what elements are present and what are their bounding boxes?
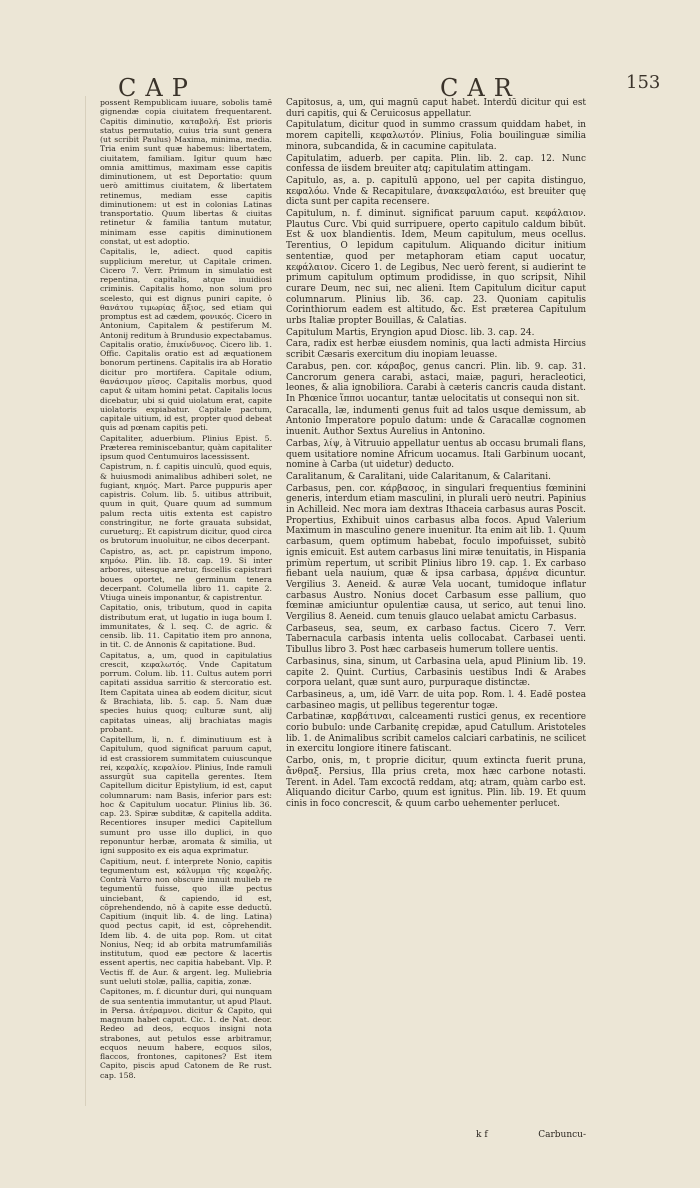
entry-capitatio: Capitatio, onis, tributum, quod in capita distributum erat, ut lugatio in iuga boum I. immunitates, & l. seq. C. de agric. & censib. lib. 11. Capitatio item pro annona, in tit. C. de Annonis & capitatione. Bud. (100, 603, 272, 650)
entry-caralitanum: Caralitanum, & Caralitani, uide Calaritanum, & Calaritani. (286, 471, 551, 482)
entry-capistrum: Capistrum, n. f. capitis uinculū, quod equis, & huiusmodi animalibus adhiberi solet, ne fugiant, κημός. Mart. Parce puppuris aper capistris. Colum. lib. 5. uitibus attribuit, quum in quit, Quare quum ad summum palum recta uitis extenta est capistro constringitur, ne forte grauata subsidat, curueturq;. Et capistrum dicitur, quod circa os brutorum inuoluitur, ne cibos decerpant. (100, 462, 272, 546)
entry-capitellum: Capitellum, li, n. f. diminutiuum est à Capitulum, quod significat paruum caput, id est crassiorem summitatem cuiuscunque rei, κεφαλίς, κεφαλίον. Plinius, Inde ramuli assurgūt sua capitella gerentes. Item Capitellum dicitur Epistylium, id est, caput columnarum: nam Basis, inferior pars est: hoc & Capitulum uocatur. Plinius lib. 36. cap. 23. Spiræ subditæ, & capitella addita. Recentiores insuper medici Capitellum sumunt pro usse illo duplici, in quo reponuntur herbæ, aromata & similia, ut igni supposito ex eis aqua exprimatur. (100, 735, 272, 856)
entry-capitulatim: Capitulatim, aduerb. per capita. Plin. lib. 2. cap. 12. Nunc confessa de iisdem breuiter atq; capitulatim attingam. (286, 153, 586, 175)
entry-carabus: Carabus, pen. cor. κάραβος, genus cancri. Plin. lib. 9. cap. 31. Cancrorum genera carabi, astaci, maiæ, paguri, heracleotici, leones, & alia ignobiliora. Carabi à cæteris cancris cauda distant. In Phœnice ἵπποι uocantur, tantæ uelocitatis ut consequi non sit. (286, 361, 586, 404)
entry-carbas: Carbas, λίψ, à Vitruuio appellatur uentus ab occasu brumali flans, quem usitatiore nomine Africum uocamus. Itali Garbinum uocant, nomine à Carba (ut uidetur) deducto. (286, 438, 586, 471)
header-right-word: CAR (440, 74, 521, 102)
entry-capitatus: Capitatus, a, um, quod in capitulatius crescit, κεφαλωτός. Vnde Capitatum porrum. Colum. lib. 11. Cultus autem porri capitati assidua sarritio & stercoratio est. Item Capitata uinea ab eodem dicitur, sicut & Brachiata, lib. 5. cap. 5. Nam duæ species huius quoq; culturæ sunt, alij capitatas uineas, alij brachiatas magis probant. (100, 650, 272, 734)
left-column (100, 98, 272, 1081)
entry-capistro: Capistro, as, act. pr. capistrum impono, κημόω. Plin. lib. 18. cap. 19. Si inter arbores, uitesque aretur, fiscellis capistrari boues oportet, ne germinum tenera decerpant. Columella libro 11. capite 2. Vtiuga uineis imponantur, & capistrentur. (100, 546, 272, 603)
entry-carbasus: Carbasus, pen. cor. κάρβασος, in singulari frequentius fœminini generis, interdum etiam masculini, in plurali uerò neutri. Papinius in Achilleid. Nec mora iam dextras Ithaceia carbasus auras Poscit. Propertius, Exhibuit uinos carbasus alba focos. Apud Valerium Maximum in masculino genere inuenitur. Ita enim ait lib. 1. Quum carbasum, quem optimum habebat, foculo impofuisset, subitò ignis emicuit. Est autem carbasus lini miræ tenuitatis, in Hispania primùm repertum, ut scribit Plinius libro 19. cap. 1. Ex carbaso fiebant uela nauium, quæ & ipsa carbasa, ἀρμένα dicuntur. Vergilius 3. Aeneid. & auræ Vela uocant, tumidoque inflatur carbasus Austro. Nonius docet Carbasum esse pallium, quo fœminæ amiciuntur opulentiæ causa, ut serico, aut tenui lino. Vergilius 8. Aeneid. cum tenuis glauco uelabat amictu Carbasus. (286, 483, 586, 623)
entry-capitulatum: Capitulatum, dicitur quod in summo crassum quiddam habet, in morem capitelli, κεφαλωτόν. Plinius, Folia bouilinguæ similia minora, subcandida, & in cacumine capitulata. (286, 120, 586, 152)
entry-capitosus: Capitosus, a, um, qui magnū caput habet. Interdū dicitur qui est duri capitis, qui & Ceruicosus appellatur. (286, 98, 586, 119)
page-footer (286, 1130, 586, 1144)
page-number: 153 (626, 72, 661, 93)
entry-capitium: Capitium, neut. f. interprete Nonio, capitis tegumentum est, κάλυμμα τῆς κεφαλῆς. Contrà Varro non obscurè innuit mulieb re tegumentū fuisse, quo illæ pectus uinciebant, & capiendo, id est, cōprehendendo, nō à capite esse deductū. Capitium (inquit lib. 4. de ling. Latina) quod pectus capit, id est, cōprehendit. Idem lib. 4. de uita pop. Rom. ut citat Nonius, Neq; id ab orbita matrumfamiliâs institutum, quod eæ pectore & lacertis essent apertis, nec capitia habebant. Vlp. P. Vectis ff. de Aur. & argent. leg. Muliebria sunt ueluti stolæ, pallia, capitia, zonæ. (100, 856, 272, 986)
signature-mark: k f (476, 1130, 488, 1140)
entry-caracalla: Caracalla, læ, indumenti genus fuit ad talos usque demissum, ab Antonio Imperatore populo datum: unde & Caracallæ cognomen inuenit. Author Sextus Aurelius in Antonino. (286, 405, 586, 438)
entry-cara: Cara, radix est herbæ eiusdem nominis, qua lacti admista Hircius scribit Cæsaris exercitum diu inopiam leuasse. (286, 339, 586, 361)
catchword: Carbuncu- (538, 1130, 586, 1140)
entry-capitaliter: Capitaliter, aduerbium. Plinius Epist. 5. Præterea reminiscebantur, quàm capitaliter ipsum quod Centumuiros lacessissent. (100, 433, 272, 462)
entry-capitulum-martis: Capitulum Martis, Eryngion apud Diosc. lib. 3. cap. 24. (286, 327, 535, 338)
entry-carbo: Carbo, onis, m, t proprie dicitur, quum extincta fuerit pruna, ἄνθραξ. Persius, Illa prius creta, mox hæc carbone notasti. Terent. in Adel. Tam excoctā reddam, atq; atram, quàm carbo est. Aliquando dicitur Carbo, quum est ignitus. Plin. lib. 19. Et quum cinis in foco concrescit, & quum carbo uehementer perlucet. (286, 756, 586, 809)
right-column (286, 98, 586, 811)
entry-carbaseus: Carbaseus, sea, seum, ex carbaso factus. Cicero 7. Verr. Tabernacula carbasis intenta uelis collocabat. Carbasei uenti. Tibullus libro 3. Post hæc carbaseis humerum tollere uentis. (286, 623, 586, 656)
entry-carbasineus: Carbasineus, a, um, idē Varr. de uita pop. Rom. l. 4. Eadē postea carbasineo magis, ut pellibus tegerentur togæ. (286, 689, 586, 711)
entry-capitalis: Capitalis, le, adiect. quod capitis supplicium meretur, ut Capitale crimen. Cicero 7. Verr. Primum in simulatio est repentina, capitalis, atque inuidiosi criminis. Capitalis homo, non solum pro scelesto, qui est dignus puniri capite, ὁ θανάτου τιμωρίας ἄξιος, sed etiam qui promptus est ad cædem, φονικός. Cicero in Antonium, Capitalem & pestiferum M. Antonij reditum à Brundusio expectabamus. Capitalis oratio, ἐπικίνδυνος. Cicero lib. 1. Offic. Capitalis oratio est ad æquationem bonorum pertinens. Capitalis ira ab Horatio dicitur pro mortifera. Capitale odium, θανάσιμον μῖσος. Capitalis morbus, quod caput & uitam homini petat. Capitalis locus dicebatur, ubi si quid uiolatum erat, capite uiolatoris expiabatur. Capitale pactum, capitale uitium, id est, propter quod debeat quis ad pœnam capitis peti. (100, 247, 272, 433)
header-left-word: CAP (118, 74, 197, 102)
entry-capitis-diminutio: possent Rempublicam iuuare, sobolis tamē gignendæ copia ciuitatem frequentarent. Capitis diminutio, καταβολή. Est prioris status permutatio, cuius tria sunt genera (ut scribit Paulus) Maxima, minima, media. Tria enim sunt quæ habemus: libertatem, ciuitatem, familiam. Igitur quum hæc omnia amittimus, maximam esse capitis diminutionem, ut est Deportatio: quum uerò amittimus ciuitatem, & libertatem retinemus, mediam esse capitis diminutionem: ut est in colonias Latinas transportatio. Quum libertas & ciuitas retinetur & familia tantum mutatur, minimam esse capitis diminutionem constat, ut est adoptio. (100, 98, 272, 246)
entry-capitones: Capitones, m. f. dicuntur duri, qui nunquam de sua sententia immutantur, ut apud Plaut. in Persa. ἀτέραμνοι. dicitur & Capito, qui magnum habet caput. Cic. 1. de Nat. deor. Redeo ad deos, ecquos insigni nota strabones, aut petulos esse arbitramur, ecquos neuum habere, ecquos silos, flaccos, frontones, capitones? Est item Capito, piscis apud Catonem de Re rust. cap. 158. (100, 987, 272, 1080)
gutter-shadow (85, 96, 86, 1106)
entry-carbasinus: Carbasinus, sina, sinum, ut Carbasina uela, apud Plinium lib. 19. capite 2. Quint. Curtius, Carbasinis uestibus Indi & Arabes corpora uelant, quæ sunt auro, purpuraque distinctæ. (286, 656, 586, 689)
entry-capitulum: Capitulum, n. f. diminut. significat paruum caput. κεφάλαιον. Plautus Curc. Vbi quid surripuere, operto capitulo caldum bibūt. Est & uox blandientis. Idem, Meum capitulum, meus ocellus. Terentius, O lepidum capitulum. Aliquando dicitur initium sententiæ, quod per metaphoram etiam caput uocatur, κεφάλαιον. Cicero 1. de Legibus, Nec uerò ferent, si audierint te primum capitulum optimum prodidisse, in quo scripsit, Nihil curare Deum, nec sui, nec alieni. Item Capitulum dicitur caput columnarum. Plinius lib. 36. cap. 23. Quoniam capitulis Corinthiorum eadem est altitudo, &c. Est præterea Capitulum urbs Italiæ propter Bouillas, & Calatias. (286, 209, 586, 327)
entry-carbatinae: Carbatinæ, καρβάτιναι, calceamenti rustici genus, ex recentiore corio bubulo: unde Carbanitę crepidæ, apud Catullum. Aristoteles lib. 1. de Animalibus scribit camelos calciari carbatinis, ne scilicet in exercitu longiore itinere fatiscant. (286, 712, 586, 755)
entry-capitulo: Capitulo, as, a. p. capitulū appono, uel per capita distinguo, κεφαλόω. Vnde & Recapitulare, ἀνακεφαλαιόω, est breuiter quę dicta sunt per capita recensere. (286, 175, 586, 208)
